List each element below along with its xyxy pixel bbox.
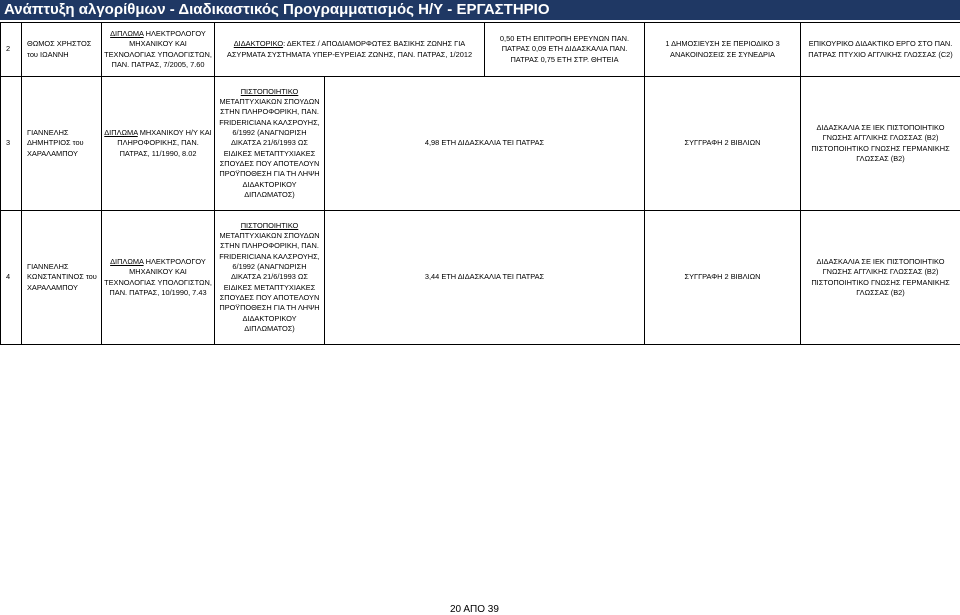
- degree-cell: [102, 23, 215, 77]
- other-qualifications-cell: ΕΠΙΚΟΥΡΙΚΟ ΔΙΔΑΚΤΙΚΟ ΕΡΓΟ ΣΤΟ ΠΑΝ. ΠΑΤΡΑΣ ΠΤΥΧΙΟ ΑΓΓΛΙΚΗΣ ΓΛΩΣΣΑΣ (C2): [801, 23, 960, 77]
- postgrad-cell: [215, 77, 325, 211]
- row-number: 2: [1, 23, 22, 77]
- table-row: [1, 23, 960, 77]
- degree-title: ΔΙΠΛΩΜΑ: [104, 128, 138, 138]
- postgrad-details: ΜΕΤΑΠΤΥΧΙΑΚΩΝ ΣΠΟΥΔΩΝ ΣΤΗΝ ΠΛΗΡΟΦΟΡΙΚΗ, ΠΑΝ. FRIDERICIANA ΚΑΛΣΡΟΥΗΣ, 6/1992 (ΑΝΑΓΝΩΡΙΣΗ ΔΙΚΑΤΣΑ 21/6/1993 ΩΣ ΕΙΔΙΚΕΣ ΜΕΤΑΠΤΥΧΙΑΚΕΣ ΣΠΟΥΔΕΣ ΠΟΥ ΑΠΟΤΕΛΟΥΝ ΠΡΟΫΠΟΘΕΣΗ ΓΙΑ ΤΗ ΛΗΨΗ ΔΙΔΑΚΤΟΡΙΚΟΥ ΔΙΠΛΩΜΑΤΟΣ): [219, 231, 320, 333]
- postgrad-details: : ΔΕΚΤΕΣ / ΑΠΟΔΙΑΜΟΡΦΩΤΕΣ ΒΑΣΙΚΗΣ ΖΩΝΗΣ ΓΙΑ ΑΣΥΡΜΑΤΑ ΣΥΣΤΗΜΑΤΑ ΥΠΕΡ-ΕΥΡΕΙΑΣ ΖΩΝΗΣ, ΠΑΝ. ΠΑΤΡΑΣ, 1/2012: [226, 39, 473, 59]
- degree-title: ΔΙΠΛΩΜΑ: [110, 28, 144, 38]
- degree-cell: [102, 77, 215, 211]
- publications-cell: 1 ΔΗΜΟΣΙΕΥΣΗ ΣΕ ΠΕΡΙΟΔΙΚΟ 3 ΑΝΑΚΟΙΝΩΣΕΙΣ ΣΕ ΣΥΝΕΔΡΙΑ: [645, 23, 801, 77]
- postgrad-title: ΠΙΣΤΟΠΟΙΗΤΙΚΟ: [240, 220, 299, 230]
- degree-title: ΔΙΠΛΩΜΑ: [110, 256, 144, 266]
- postgrad-title: ΠΙΣΤΟΠΟΙΗΤΙΚΟ: [240, 86, 299, 96]
- table-row: [1, 77, 960, 211]
- postgrad-cell: [215, 23, 485, 77]
- row-number: 3: [1, 77, 22, 211]
- publications-cell: ΣΥΓΓΡΑΦΗ 2 ΒΙΒΛΙΩΝ: [645, 211, 801, 345]
- candidate-name: ΓΙΑΝΝΕΛΗΣ ΚΩΝΣΤΑΝΤΙΝΟΣ του ΧΑΡΑΛΑΜΠΟΥ: [22, 211, 102, 345]
- postgrad-title: ΔΙΔΑΚΤΟΡΙΚΟ: [233, 39, 284, 49]
- candidate-name: ΘΩΜΟΣ ΧΡΗΣΤΟΣ του ΙΩΑΝΝΗ: [22, 23, 102, 77]
- table-row: [1, 211, 960, 345]
- title-bar: [0, 0, 960, 20]
- degree-details: ΗΛΕΚΤΡΟΛΟΓΟΥ ΜΗΧΑΝΙΚΟΥ ΚΑΙ ΤΕΧΝΟΛΟΓΙΑΣ ΥΠΟΛΟΓΙΣΤΩΝ, ΠΑΝ. ΠΑΤΡΑΣ, 7/2005, 7.60: [104, 28, 212, 69]
- other-qualifications-cell: ΔΙΔΑΣΚΑΛΙΑ ΣΕ ΙΕΚ ΠΙΣΤΟΠΟΙΗΤΙΚΟ ΓΝΩΣΗΣ ΑΓΓΛΙΚΗΣ ΓΛΩΣΣΑΣ (Β2) ΠΙΣΤΟΠΟΙΗΤΙΚΟ ΓΝΩΣΗΣ ΓΕΡΜΑΝΙΚΗΣ ΓΛΩΣΣΑΣ (Β2): [801, 77, 960, 211]
- page-title: Ανάπτυξη αλγορίθμων - Διαδικαστικός Προγραμματισμός Η/Υ - ΕΡΓΑΣΤΗΡΙΟ: [4, 1, 550, 18]
- experience-cell: 3,44 ΕΤΗ ΔΙΔΑΣΚΑΛΙΑ ΤΕΙ ΠΑΤΡΑΣ: [325, 211, 645, 345]
- degree-cell: [102, 211, 215, 345]
- page-number: 20 ΑΠΟ 39: [450, 604, 499, 615]
- experience-cell: 4,98 ΕΤΗ ΔΙΔΑΣΚΑΛΙΑ ΤΕΙ ΠΑΤΡΑΣ: [325, 77, 645, 211]
- postgrad-details: ΜΕΤΑΠΤΥΧΙΑΚΩΝ ΣΠΟΥΔΩΝ ΣΤΗΝ ΠΛΗΡΟΦΟΡΙΚΗ, ΠΑΝ. FRIDERICIANA ΚΑΛΣΡΟΥΗΣ, 6/1992 (ΑΝΑΓΝΩΡΙΣΗ ΔΙΚΑΤΣΑ 21/6/1993 ΩΣ ΕΙΔΙΚΕΣ ΜΕΤΑΠΤΥΧΙΑΚΕΣ ΣΠΟΥΔΕΣ ΠΟΥ ΑΠΟΤΕΛΟΥΝ ΠΡΟΫΠΟΘΕΣΗ ΓΙΑ ΤΗ ΛΗΨΗ ΔΙΔΑΚΤΟΡΙΚΟΥ ΔΙΠΛΩΜΑΤΟΣ): [219, 97, 320, 199]
- candidates-table: [0, 22, 960, 345]
- other-qualifications-cell: ΔΙΔΑΣΚΑΛΙΑ ΣΕ ΙΕΚ ΠΙΣΤΟΠΟΙΗΤΙΚΟ ΓΝΩΣΗΣ ΑΓΓΛΙΚΗΣ ΓΛΩΣΣΑΣ (Β2) ΠΙΣΤΟΠΟΙΗΤΙΚΟ ΓΝΩΣΗΣ ΓΕΡΜΑΝΙΚΗΣ ΓΛΩΣΣΑΣ (Β2): [801, 211, 960, 345]
- postgrad-cell: [215, 211, 325, 345]
- degree-details: ΗΛΕΚΤΡΟΛΟΓΟΥ ΜΗΧΑΝΙΚΟΥ ΚΑΙ ΤΕΧΝΟΛΟΓΙΑΣ ΥΠΟΛΟΓΙΣΤΩΝ, ΠΑΝ. ΠΑΤΡΑΣ, 10/1990, 7.43: [104, 256, 212, 297]
- experience-cell: 0,50 ΕΤΗ ΕΠΙΤΡΟΠΗ ΕΡΕΥΝΩΝ ΠΑΝ. ΠΑΤΡΑΣ 0,09 ΕΤΗ ΔΙΔΑΣΚΑΛΙΑ ΠΑΝ. ΠΑΤΡΑΣ 0,75 ΕΤΗ ΣΤΡ. ΘΗΤΕΙΑ: [485, 23, 645, 77]
- degree-details: ΜΗΧΑΝΙΚΟΥ Η/Υ ΚΑΙ ΠΛΗΡΟΦΟΡΙΚΗΣ, ΠΑΝ. ΠΑΤΡΑΣ, 11/1990, 8.02: [117, 128, 212, 158]
- candidate-name: ΓΙΑΝΝΕΛΗΣ ΔΗΜΗΤΡΙΟΣ του ΧΑΡΑΛΑΜΠΟΥ: [22, 77, 102, 211]
- publications-cell: ΣΥΓΓΡΑΦΗ 2 ΒΙΒΛΙΩΝ: [645, 77, 801, 211]
- row-number: 4: [1, 211, 22, 345]
